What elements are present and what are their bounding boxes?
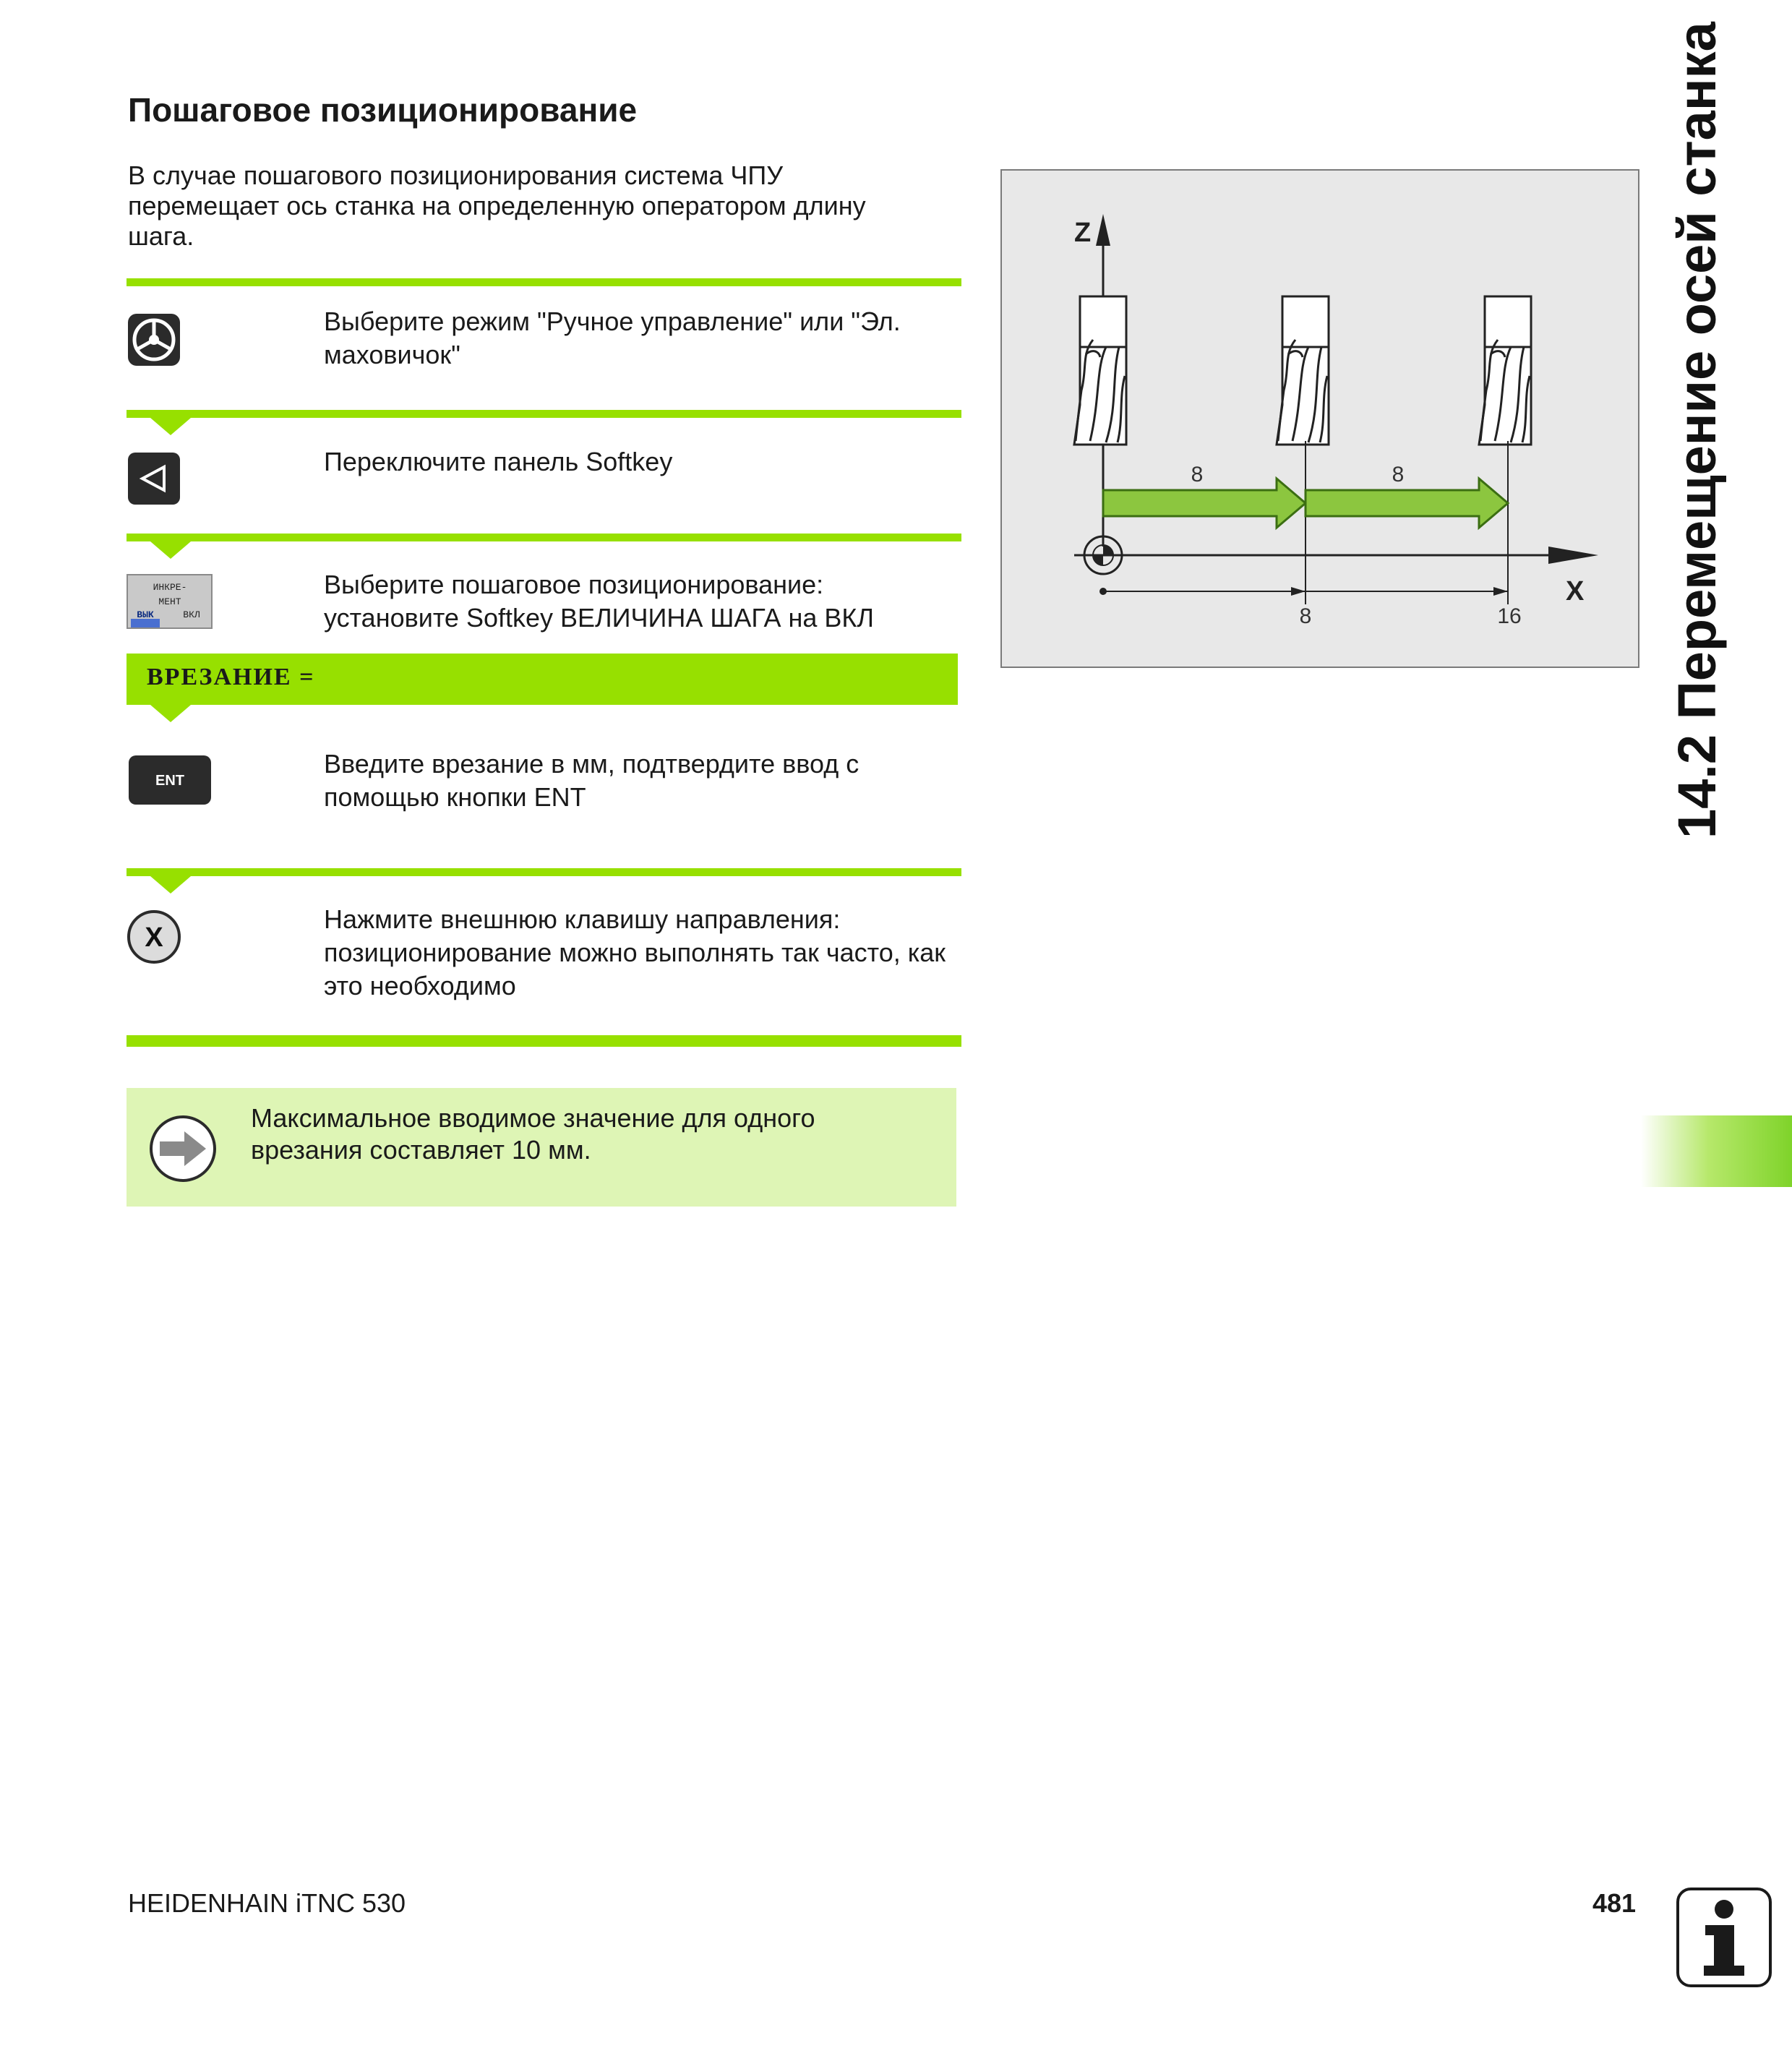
softkey-line1: ИНКРЕ- (153, 582, 187, 593)
step-divider-notch (150, 418, 191, 435)
step-divider-notch (150, 541, 191, 559)
input-prompt-label: ВРЕЗАНИЕ = (147, 664, 315, 690)
note-text: Максимальное вводимое значение для одного врезания составляет 10 мм. (251, 1103, 815, 1165)
step-divider (127, 534, 961, 541)
x-axis-key-icon (127, 909, 181, 964)
step-divider-notch (150, 705, 191, 722)
step-divider (127, 1035, 961, 1047)
increment-softkey-icon (127, 574, 213, 629)
page-number: 481 (1592, 1888, 1637, 1918)
softkey-off: ВЫК (137, 609, 154, 620)
step-2-text: Переключите панель Softkey (324, 447, 673, 476)
ent-key-icon (128, 755, 212, 805)
softkey-on: ВКЛ (183, 609, 200, 620)
softkey-bar-switch-icon (127, 451, 181, 506)
figure-step-label-1: 8 (1191, 463, 1204, 487)
info-icon (1676, 1888, 1772, 1987)
ent-key-label: ENT (155, 773, 184, 789)
step-divider (127, 868, 961, 876)
softkey-line2: МЕНТ (158, 596, 181, 607)
arrow-note-icon (148, 1114, 218, 1183)
input-prompt-bar (127, 654, 958, 705)
incremental-positioning-figure (1000, 169, 1639, 668)
page-title: Пошаговое позиционирование (128, 91, 638, 129)
note-box (127, 1088, 956, 1207)
chapter-side-title: 14.2 Перемещение осей станка (1667, 22, 1727, 839)
step-3-text: Выберите пошаговое позиционирование: установите Softkey ВЕЛИЧИНА ШАГА на ВКЛ (324, 570, 875, 633)
handwheel-key-icon (127, 312, 181, 367)
figure-axis-x: X (1566, 576, 1585, 607)
footer-product: HEIDENHAIN iTNC 530 (128, 1888, 406, 1918)
chapter-tab-marker (1641, 1115, 1792, 1187)
figure-dim-label-2: 16 (1497, 604, 1522, 628)
step-5-text: Нажмите внешнюю клавишу направления: позиционирование можно выполнять так часто, как это необходимо (324, 904, 946, 1001)
x-key-label: X (145, 922, 163, 953)
step-divider (127, 410, 961, 418)
step-divider (127, 278, 961, 286)
intro-paragraph: В случае пошагового позиционирования система ЧПУ перемещает ось станка на определенную оператором длину шага. (128, 160, 866, 251)
step-4-text: Введите врезание в мм, подтвердите ввод с помощью кнопки ENT (324, 749, 859, 812)
figure-axis-z: Z (1074, 218, 1092, 248)
step-1-text: Выберите режим "Ручное управление" или "Эл. маховичок" (324, 307, 901, 369)
step-divider-notch (150, 876, 191, 894)
figure-step-label-2: 8 (1392, 463, 1405, 487)
figure-dim-label-1: 8 (1299, 604, 1312, 628)
